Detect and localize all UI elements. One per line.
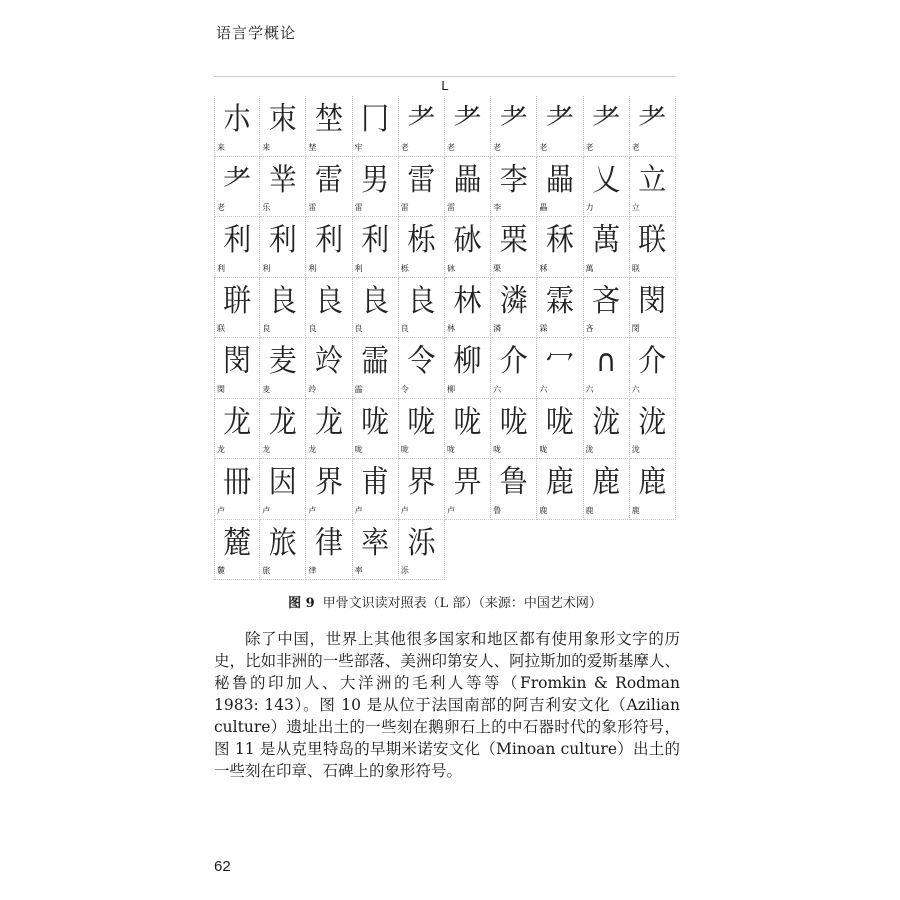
table-cell: [260, 96, 306, 157]
oracle-glyph: 咙: [499, 402, 528, 440]
oracle-glyph: 耂: [407, 100, 436, 137]
glyph-reading: 老: [446, 142, 455, 152]
table-cell: [260, 157, 306, 218]
oracle-glyph: 冊: [223, 463, 252, 500]
table-cell: [630, 157, 676, 218]
glyph-reading: 六: [493, 384, 502, 394]
body-text: [214, 628, 680, 782]
oracle-glyph: 林: [453, 281, 482, 319]
oracle-glyph: 泷: [638, 402, 667, 440]
glyph-reading: 閔: [631, 324, 640, 333]
table-cell: [630, 459, 676, 520]
table-cell: [353, 520, 399, 581]
oracle-glyph: 龙: [223, 402, 252, 440]
glyph-reading: 咙: [354, 445, 363, 454]
glyph-reading: 竛: [308, 384, 317, 394]
table-cell: [630, 278, 676, 339]
table-cell: [399, 520, 445, 581]
glyph-reading: 林: [446, 324, 455, 333]
glyph-reading: 力: [585, 203, 594, 212]
glyph-reading: 卢: [217, 505, 225, 515]
table-cell: [214, 157, 260, 218]
oracle-glyph: 咙: [453, 402, 482, 440]
table-cell: [353, 217, 399, 278]
table-cell: [445, 459, 491, 520]
figure-section-letter: L: [214, 76, 676, 95]
glyph-reading: 六: [585, 384, 594, 394]
table-cell: [630, 217, 676, 278]
table-cell: [214, 459, 260, 520]
table-cell: [537, 278, 583, 339]
glyph-reading: 雷: [308, 203, 317, 212]
oracle-glyph: 因: [268, 463, 297, 500]
oracle-glyph: 鹿: [545, 463, 574, 500]
oracle-glyph: 冖: [545, 342, 574, 379]
table-cell: [445, 278, 491, 339]
glyph-reading: 李: [493, 203, 502, 212]
glyph-reading: 卢: [354, 505, 363, 515]
table-cell: [491, 278, 537, 339]
oracle-glyph: 泷: [592, 402, 621, 440]
table-cell: [399, 399, 445, 460]
glyph-reading: 龙: [262, 445, 271, 454]
oracle-glyph: 利: [361, 221, 390, 258]
glyph-reading: 雷: [354, 203, 363, 212]
oracle-glyph: 界: [407, 463, 436, 500]
oracle-glyph: 利: [314, 221, 343, 258]
glyph-reading: 良: [262, 324, 271, 333]
oracle-glyph: 介: [499, 342, 528, 379]
table-cell: [260, 520, 306, 581]
table-cell: [537, 157, 583, 218]
table-cell: [537, 338, 583, 399]
table-cell: [353, 399, 399, 460]
oracle-glyph: 甫: [361, 463, 390, 500]
table-cell: [445, 399, 491, 460]
oracle-glyph: 畀: [453, 463, 482, 500]
glyph-reading: 雷: [400, 203, 409, 212]
oracle-glyph: 冂: [361, 100, 390, 137]
table-cell: [491, 217, 537, 278]
figure-caption: [214, 592, 676, 611]
glyph-reading: 老: [585, 142, 594, 152]
table-cell: [353, 96, 399, 157]
table-cell: [630, 96, 676, 157]
glyph-reading: 麓: [217, 566, 225, 575]
table-cell: [584, 459, 630, 520]
glyph-reading: 老: [400, 142, 409, 152]
table-cell: [353, 459, 399, 520]
oracle-glyph: 界: [314, 463, 343, 500]
table-cell: [491, 399, 537, 460]
table-cell: [214, 399, 260, 460]
table-cell: [306, 520, 352, 581]
oracle-glyph: 良: [361, 281, 390, 319]
table-cell: [491, 338, 537, 399]
glyph-reading: 来: [217, 142, 225, 152]
glyph-reading: 麦: [262, 384, 271, 394]
oracle-glyph: 泺: [407, 523, 436, 561]
oracle-glyph: 良: [268, 281, 297, 319]
table-cell: [584, 338, 630, 399]
oracle-glyph: 栗: [499, 221, 528, 258]
table-cell: [445, 96, 491, 157]
glyph-reading: 泷: [585, 445, 594, 454]
oracle-glyph: 令: [407, 342, 436, 379]
oracle-glyph: 耂: [545, 100, 574, 137]
glyph-reading: 立: [631, 203, 640, 212]
glyph-reading: 吝: [585, 324, 594, 333]
oracle-glyph: 丵: [268, 160, 297, 198]
table-cell: [399, 338, 445, 399]
glyph-reading: 霝: [354, 384, 363, 394]
oracle-glyph: 旅: [268, 523, 297, 561]
glyph-reading: 咙: [493, 445, 502, 454]
body-paragraph: 除了中国，世界上其他很多国家和地区都有使用象形文字的历史，比如非洲的一些部落、美洲印第安人、阿拉斯加的爱斯基摩人、秘鲁的印加人、大洋洲的毛利人等等（Fromkin & Rodman 1983: 143）。图 10 是从位于法国南部的阿吉利安文化（Azilian culture）遗址出土的一些刻在鹅卵石上的中石器时代的象形符号，图 11 是从克里特岛的早期米诺安文化（Minoan culture）出土的一些刻在印章、石碑上的象形符号。: [214, 630, 680, 780]
glyph-reading: 埜: [308, 142, 317, 152]
table-cell: [630, 338, 676, 399]
oracle-glyph: 閔: [638, 281, 667, 319]
table-cell: [306, 459, 352, 520]
oracle-glyph: 埜: [314, 100, 343, 137]
glyph-reading: 利: [262, 263, 271, 273]
table-cell: [214, 278, 260, 339]
glyph-reading: 雷: [446, 203, 455, 212]
glyph-reading: 牢: [354, 142, 363, 152]
oracle-glyph: 介: [638, 342, 667, 379]
table-cell: [537, 217, 583, 278]
glyph-reading: 潾: [493, 324, 502, 333]
oracle-glyph: 咙: [407, 402, 436, 440]
running-head-title: 语言学概论: [216, 24, 297, 42]
glyph-reading: 率: [354, 566, 363, 575]
glyph-reading: 利: [354, 263, 363, 273]
glyph-reading: 閔: [217, 384, 225, 394]
oracle-glyph: 男: [361, 160, 390, 198]
table-cell: [537, 399, 583, 460]
oracle-glyph: 聠: [223, 281, 252, 319]
table-cell: [445, 217, 491, 278]
table-cell: [399, 217, 445, 278]
oracle-glyph: ∩: [595, 342, 617, 379]
table-cell: [214, 217, 260, 278]
glyph-reading: 咙: [539, 445, 548, 454]
table-cell: [306, 157, 352, 218]
table-cell: [445, 338, 491, 399]
glyph-reading: 龙: [217, 445, 225, 454]
table-cell: [537, 96, 583, 157]
oracle-glyph: 李: [499, 160, 528, 198]
table-cell: [353, 338, 399, 399]
glyph-reading: 鹿: [539, 505, 548, 515]
table-cell: [306, 399, 352, 460]
table-cell: [353, 157, 399, 218]
table-cell: [260, 278, 306, 339]
oracle-glyph: 耂: [592, 100, 621, 137]
glyph-reading: 老: [493, 142, 502, 152]
glyph-reading: 泺: [400, 566, 409, 575]
table-cell: [260, 338, 306, 399]
oracle-glyph: 雷: [407, 160, 436, 198]
oracle-glyph: 竛: [314, 342, 343, 379]
figure-caption-text: 甲骨文识读对照表（L 部）（来源：中国艺术网）: [322, 596, 602, 611]
oracle-glyph: 鲁: [499, 463, 528, 500]
table-cell: [214, 520, 260, 581]
oracle-glyph: 立: [638, 160, 667, 198]
glyph-reading: 霖: [539, 324, 548, 333]
glyph-reading: 卢: [446, 505, 455, 515]
table-cell: [445, 157, 491, 218]
oracle-glyph: 耂: [453, 100, 482, 137]
oracle-glyph: 龙: [268, 402, 297, 440]
oracle-glyph: 柳: [453, 342, 482, 379]
table-cell: [584, 157, 630, 218]
table-cell: [491, 157, 537, 218]
oracle-glyph: 咙: [545, 402, 574, 440]
oracle-glyph: 畾: [453, 160, 482, 198]
oracle-glyph: 霝: [361, 342, 390, 379]
glyph-reading: 萬: [585, 263, 594, 273]
oracle-bone-table: [214, 96, 676, 580]
table-cell: [214, 96, 260, 157]
glyph-reading: 卢: [262, 505, 271, 515]
glyph-reading: 龙: [308, 445, 317, 454]
glyph-reading: 栗: [493, 263, 502, 273]
oracle-glyph: 联: [638, 221, 667, 258]
glyph-reading: 鹿: [585, 505, 594, 515]
glyph-reading: 利: [217, 263, 225, 273]
table-cell: [399, 459, 445, 520]
table-cell: [537, 459, 583, 520]
oracle-glyph: 秝: [545, 221, 574, 258]
table-cell: [399, 96, 445, 157]
glyph-reading: 鹿: [631, 505, 640, 515]
table-cell: [584, 278, 630, 339]
glyph-reading: 旅: [262, 566, 271, 575]
table-cell: [584, 217, 630, 278]
oracle-glyph: 耂: [223, 160, 252, 198]
glyph-reading: 利: [308, 263, 317, 273]
oracle-glyph: 鹿: [638, 463, 667, 500]
oracle-glyph: 乂: [592, 160, 621, 198]
glyph-reading: 联: [631, 263, 640, 273]
table-cell: [353, 278, 399, 339]
glyph-reading: 栎: [400, 263, 409, 273]
oracle-glyph: 畾: [545, 160, 574, 198]
oracle-glyph: 栎: [407, 221, 436, 258]
table-cell: [399, 278, 445, 339]
table-cell: [584, 96, 630, 157]
glyph-reading: 乐: [262, 203, 271, 212]
glyph-reading: 秝: [539, 263, 548, 273]
glyph-reading: 咙: [446, 445, 455, 454]
figure-number: 图 9: [288, 596, 315, 611]
table-cell: [260, 399, 306, 460]
oracle-glyph: 耂: [499, 100, 528, 137]
oracle-glyph: 朿: [268, 100, 297, 137]
glyph-reading: 咙: [400, 445, 409, 454]
oracle-glyph: 鹿: [592, 463, 621, 500]
glyph-reading: 良: [400, 324, 409, 333]
glyph-reading: 六: [539, 384, 548, 394]
glyph-reading: 畾: [539, 203, 548, 212]
glyph-reading: 卢: [400, 505, 409, 515]
oracle-glyph: 萬: [592, 221, 621, 258]
glyph-reading: 良: [308, 324, 317, 333]
table-cell: [584, 399, 630, 460]
table-cell: [260, 459, 306, 520]
glyph-reading: 来: [262, 142, 271, 152]
glyph-reading: 良: [354, 324, 363, 333]
oracle-glyph: 砅: [453, 221, 482, 258]
table-cell: [306, 217, 352, 278]
oracle-glyph: 律: [314, 523, 343, 561]
glyph-reading: 老: [217, 203, 225, 212]
page-number: 62: [214, 858, 231, 875]
table-cell: [491, 96, 537, 157]
glyph-reading: 鲁: [493, 505, 502, 515]
oracle-glyph: 麦: [268, 342, 297, 379]
oracle-glyph: 雷: [314, 160, 343, 198]
oracle-glyph: 耂: [638, 100, 667, 137]
table-cell: [306, 96, 352, 157]
glyph-reading: 老: [539, 142, 548, 152]
oracle-glyph: 龙: [314, 402, 343, 440]
table-cell: [491, 459, 537, 520]
oracle-glyph: 良: [314, 281, 343, 319]
oracle-glyph: 利: [268, 221, 297, 258]
table-cell: [306, 278, 352, 339]
glyph-reading: 联: [217, 324, 225, 333]
table-cell: [214, 338, 260, 399]
table-cell: [306, 338, 352, 399]
glyph-reading: 令: [400, 384, 409, 394]
oracle-glyph: 利: [223, 221, 252, 258]
oracle-glyph: 咙: [361, 402, 390, 440]
table-cell: [399, 157, 445, 218]
oracle-glyph: 潾: [499, 281, 528, 319]
oracle-glyph: 霖: [545, 281, 574, 319]
oracle-glyph: 閔: [223, 342, 252, 379]
glyph-reading: 柳: [446, 384, 455, 394]
table-cell: [260, 217, 306, 278]
glyph-reading: 老: [631, 142, 640, 152]
glyph-reading: 六: [631, 384, 640, 394]
oracle-glyph: 率: [361, 523, 390, 561]
glyph-reading: 卢: [308, 505, 317, 515]
glyph-reading: 砅: [446, 263, 455, 273]
oracle-glyph: 麓: [223, 523, 252, 561]
glyph-reading: 律: [308, 566, 317, 575]
oracle-glyph: 朩: [223, 100, 252, 137]
table-cell: [630, 399, 676, 460]
glyph-reading: 泷: [631, 445, 640, 454]
oracle-glyph: 良: [407, 281, 436, 319]
oracle-glyph: 吝: [592, 281, 621, 319]
